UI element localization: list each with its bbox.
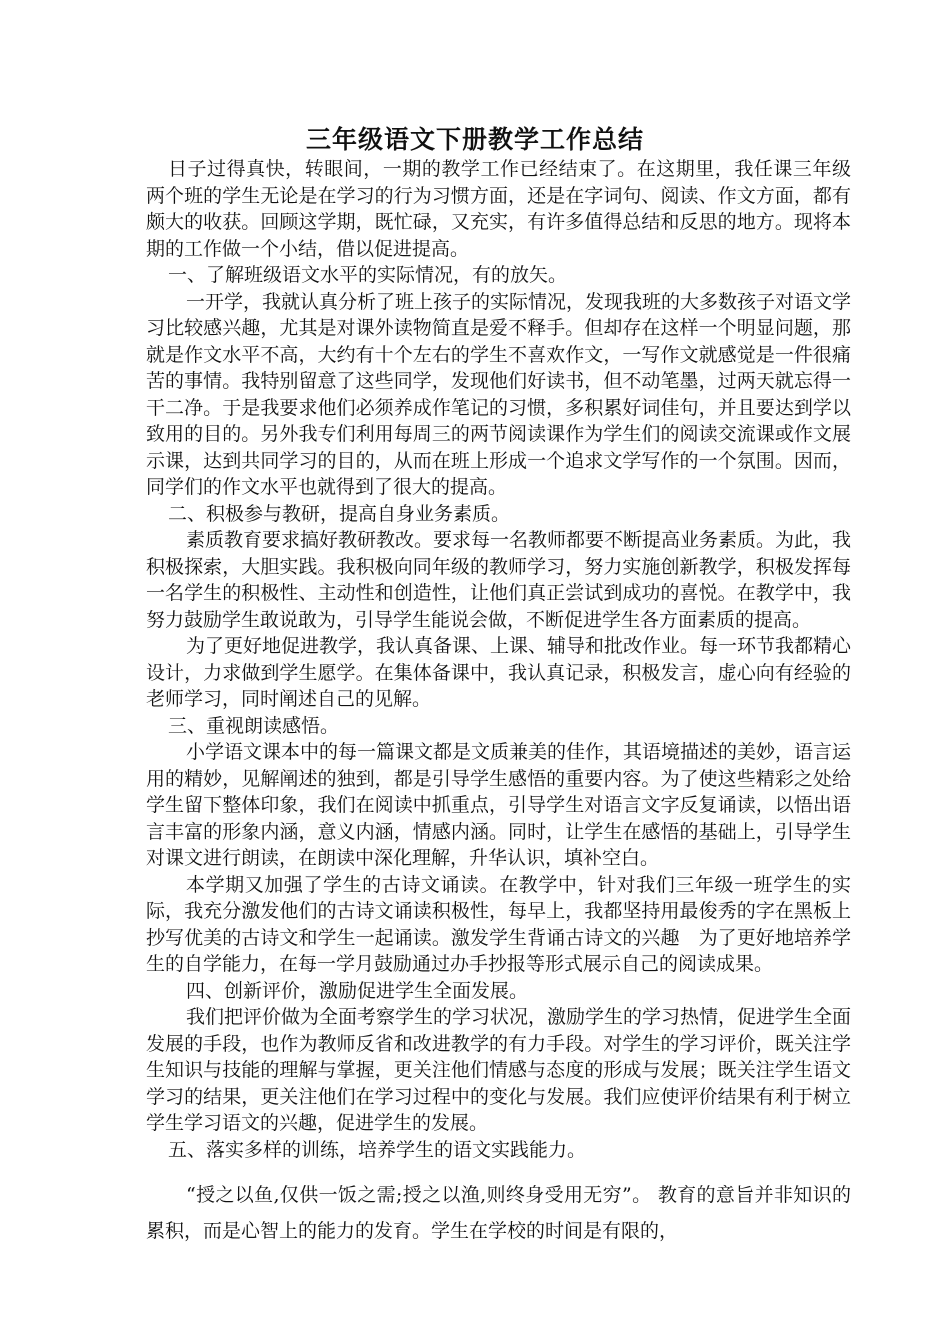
body-paragraph: 一开学，我就认真分析了班上孩子的实际情况，发现我班的大多数孩子对语文学习比较感兴趣，尤其是对课外读物简直是爱不释手。但却存在这样一个明显问题，那就是作文水平不高，大约有十个左右的学生不喜欢作文，一写作文就感觉是一件很痛苦的事情。我特别留意了这些同学，发现他们好读书，但不动笔墨，过两天就忘得一干二净。于是我要求他们必须养成作笔记的习惯，多积累好词佳句，并且要达到学以致用的目的。另外我专们利用每周三的两节阅读课作为学生们的阅读交流课或作文展示课，达到共同学习的目的，从而在班上形成一个追求文学写作的一个氛围。因而，同学们的作文水平也就得到了很大的提高。 — [146, 290, 852, 498]
section-heading-2: 二、积极参与教研，提高自身业务素质。 — [168, 502, 511, 525]
body-paragraph: 为了更好地促进教学，我认真备课、上课、辅导和批改作业。每一环节我都精心设计，力求做到学生愿学。在集体备课中，我认真记录，积极发言，虚心向有经验的老师学习，同时阐述自己的见解。 — [146, 635, 852, 710]
section-heading-3: 三、重视朗读感悟。 — [168, 714, 340, 737]
body-paragraph: “授之以鱼,仅供一饭之需;授之以渔,则终身受用无穷”。 教育的意旨并非知识的累积，而是心智上的能力的发育。学生在学校的时间是有限的， — [146, 1184, 851, 1242]
document-title: 三年级语文下册教学工作总结 — [305, 125, 644, 154]
section-heading-1: 一、了解班级语文水平的实际情况，有的放矢。 — [168, 264, 568, 286]
section-heading-4: 四、创新评价，激励促进学生全面发展。 — [186, 979, 529, 1002]
body-paragraph: 素质教育要求搞好教研教改。要求每一名教师都要不断提高业务素质。为此，我积极探索，大胆实践。我积极向同年级的教师学习，努力实施创新教学，积极发挥每一名学生的积极性、主动性和创造性，让他们真正尝试到成功的喜悦。在教学中，我努力鼓励学生敢说敢为，引导学生能说会做，不断促进学生各方面素质的提高。 — [146, 529, 852, 631]
intro-paragraph: 日子过得真快，转眼间，一期的教学工作已经结束了。在这期里，我任课三年级两个班的学生无论是在学习的行为习惯方面，还是在字词句、阅读、作文方面，都有颇大的收获。回顾这学期，既忙碌，又充实，有许多值得总结和反思的地方。现将本期的工作做一个小结，借以促进提高。 — [146, 158, 851, 260]
body-paragraph: 小学语文课本中的每一篇课文都是文质兼美的佳作，其语境描述的美妙，语言运用的精妙，见解阐述的独到，都是引导学生感悟的重要内容。为了使这些精彩之处给学生留下整体印象，我们在阅读中抓重点，引导学生对语言文字反复诵读，以悟出语言丰富的形象内涵，意义内涵，情感内涵。同时，让学生在感悟的基础上，引导学生对课文进行朗读，在朗读中深化理解，升华认识，填补空白。 — [146, 741, 852, 869]
section-heading-5: 五、落实多样的训练，培养学生的语文实践能力。 — [168, 1138, 587, 1161]
body-paragraph: 我们把评价做为全面考察学生的学习状况，激励学生的学习热情，促进学生全面发展的手段，也作为教师反省和改进教学的有力手段。对学生的学习评价，既关注学生知识与技能的理解与掌握，更关注他们情感与态度的形成与发展；既关注学生语文学习的结果，更关注他们在学习过程中的变化与发展。我们应使评价结果有利于树立学生学习语文的兴趣，促进学生的发展。 — [146, 1006, 852, 1134]
document-body — [146, 156, 851, 1249]
body-paragraph: 本学期又加强了学生的古诗文诵读。在教学中，针对我们三年级一班学生的实际，我充分激发他们的古诗文诵读积极性，每早上，我都坚持用最俊秀的字在黑板上抄写优美的古诗文和学生一起诵读。激发学生背诵古诗文的兴趣 为了更好地培养学生的自学能力，在每一学月鼓励通过办手抄报等形式展示自己的阅读成果。 — [146, 873, 851, 975]
